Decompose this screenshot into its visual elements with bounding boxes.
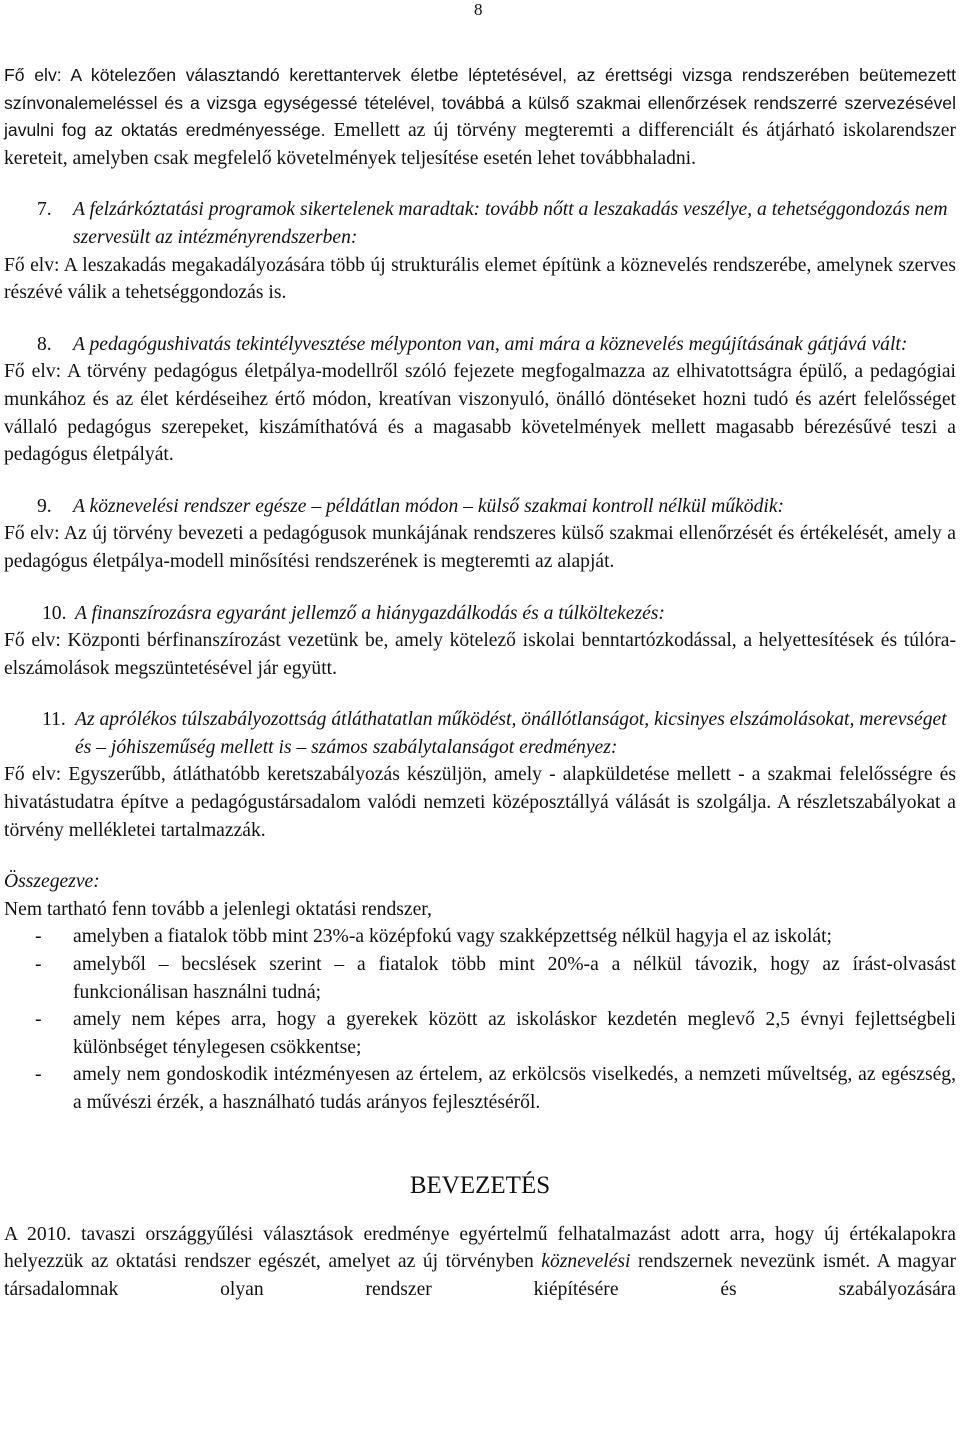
- bullet-dash: -: [35, 1064, 42, 1086]
- section-number: 10.: [42, 602, 67, 624]
- section-heading: A finanszírozásra egyaránt jellemző a hiánygazdálkodás és a túlköltekezés:: [75, 602, 665, 624]
- text-run: rendszernek nevezünk ismét. A magyar társadalomnak olyan rendszer kiépítésére és szabályozására: [4, 1251, 956, 1300]
- document-body: [4, 62, 956, 1303]
- section-number: 7.: [37, 199, 52, 221]
- section-heading: A köznevelési rendszer egésze – példátlan módon – külső szakmai kontroll nélkül működik:: [73, 495, 785, 517]
- list-item: - amely nem gondoskodik intézményesen az értelem, az erkölcsös viselkedés, a nemzeti műveltség, az egészség, a művészi érzék, a használható tudás arányos fejlesztéséről.: [4, 1061, 956, 1116]
- text-run: köznevelési: [541, 1251, 631, 1273]
- paragraph-principle-intro: [4, 62, 956, 172]
- section-10: [4, 600, 956, 683]
- section-body: Fő elv: Az új törvény bevezeti a pedagógusok munkájának rendszeres külső szakmai ellenőrzését és értékelését, amely a pedagógus életpálya-modell minősítési rendszerének is megteremti az alapját.: [4, 523, 956, 572]
- summary-list: [4, 923, 956, 1116]
- summary-section: [4, 868, 956, 1116]
- bullet-dash: -: [35, 954, 42, 976]
- section-body: Fő elv: A leszakadás megakadályozására több új strukturális elemet építünk a köznevelés rendszerébe, amelynek szerves részévé válik a tehetséggondozás is.: [4, 254, 956, 304]
- intro-paragraph: [4, 1221, 956, 1304]
- section-number: 9.: [37, 495, 52, 517]
- section-8: [4, 331, 956, 469]
- section-heading: A pedagógushivatás tekintélyvesztése mélyponton van, ami mára a köznevelés megújításának gátjává vált:: [73, 333, 908, 355]
- section-11: [4, 706, 956, 844]
- list-item: - amelyből – becslések szerint – a fiatalok több mint 20%-a a nélkül távozik, hogy az írást-olvasást funkcionálisan használni tudná;: [4, 951, 956, 1006]
- bullet-dash: -: [35, 1009, 42, 1031]
- bullet-dash: -: [35, 926, 42, 948]
- text-run: Emellett az új törvény megteremti a differenciált és átjárható iskolarendszer kereteit, amelyben csak megfelelő követelmények teljesítése esetén lehet továbbhaladni.: [4, 120, 956, 169]
- section-7: [4, 196, 956, 306]
- intro-title: BEVEZETÉS: [409, 1171, 551, 1199]
- text-run: A 2010. tavaszi országgyűlési választások eredménye egyértelmű felhatalmazást adott arra, hogy új értékalapokra helyezzük az oktatási rendszer egészét, amelyet az új törvényben: [4, 1223, 956, 1273]
- section-heading: Az aprólékos túlszabályozottság átláthatatlan működést, önállótlanságot, kicsinyes elszámolásokat, merevséget és – jóhiszeműség mellett is – számos szabálytalanságot eredményez:: [75, 709, 947, 758]
- summary-label: Összegezve:: [4, 871, 100, 893]
- section-number: 11.: [42, 709, 66, 731]
- section-body: Fő elv: A törvény pedagógus életpálya-modellről szóló fejezete megfogalmazza az elhivatottságra épülő, a pedagógiai munkához és az élet kérdéseihez értő módon, kreatívan viszonyuló, önálló döntéseket hozni tudó és azért felelősséget vállaló pedagógus szerepeket, kiszámíthatóvá és a magasabb követelmények mellett magasabb bérezésűvé teszi a pedagógus életpályát.: [4, 361, 956, 466]
- page-number: 8: [474, 0, 483, 19]
- text-run: Fő elv: A kötelezően választandó kerettantervek életbe léptetésével, az érettségi vizsga rendszerében beütemezett színvonalemeléssel és a vizsga egységessé tételével, továbbá a külső szakmai ellenőrzések rendszerré szervezésével javulni fog az oktatás eredményessége.: [4, 65, 956, 141]
- section-9: [4, 493, 956, 576]
- section-body: Fő elv: Egyszerűbb, átláthatóbb keretszabályozás készüljön, amely - alapküldetése mellett - a szakmai felelősségre és hivatástudatra építve a pedagógustársadalom valódi nemzeti középosztállyá válását is szolgálja. A részletszabályokat a törvény mellékletei tartalmazzák.: [4, 764, 956, 841]
- section-number: 8.: [37, 333, 52, 355]
- summary-intro: Nem tartható fenn tovább a jelenlegi oktatási rendszer,: [4, 898, 432, 920]
- list-item: - amelyben a fiatalok több mint 23%-a középfokú vagy szakképzettség nélkül hagyja el az iskolát;: [4, 923, 956, 951]
- list-item: - amely nem képes arra, hogy a gyerekek között az iskoláskor kezdetén meglevő 2,5 évnyi fejlettségbeli különbséget ténylegesen csökkentse;: [4, 1006, 956, 1061]
- section-heading: A felzárkóztatási programok sikertelenek maradtak: tovább nőtt a leszakadás veszélye, a tehetséggondozás nem szervesült az intézményrendszerben:: [73, 199, 948, 248]
- section-body: Fő elv: Központi bérfinanszírozást vezetünk be, amely kötelező iskolai benntartózkodással, a helyettesítések és túlóra-elszámolások megszüntetésével jár együtt.: [4, 630, 956, 679]
